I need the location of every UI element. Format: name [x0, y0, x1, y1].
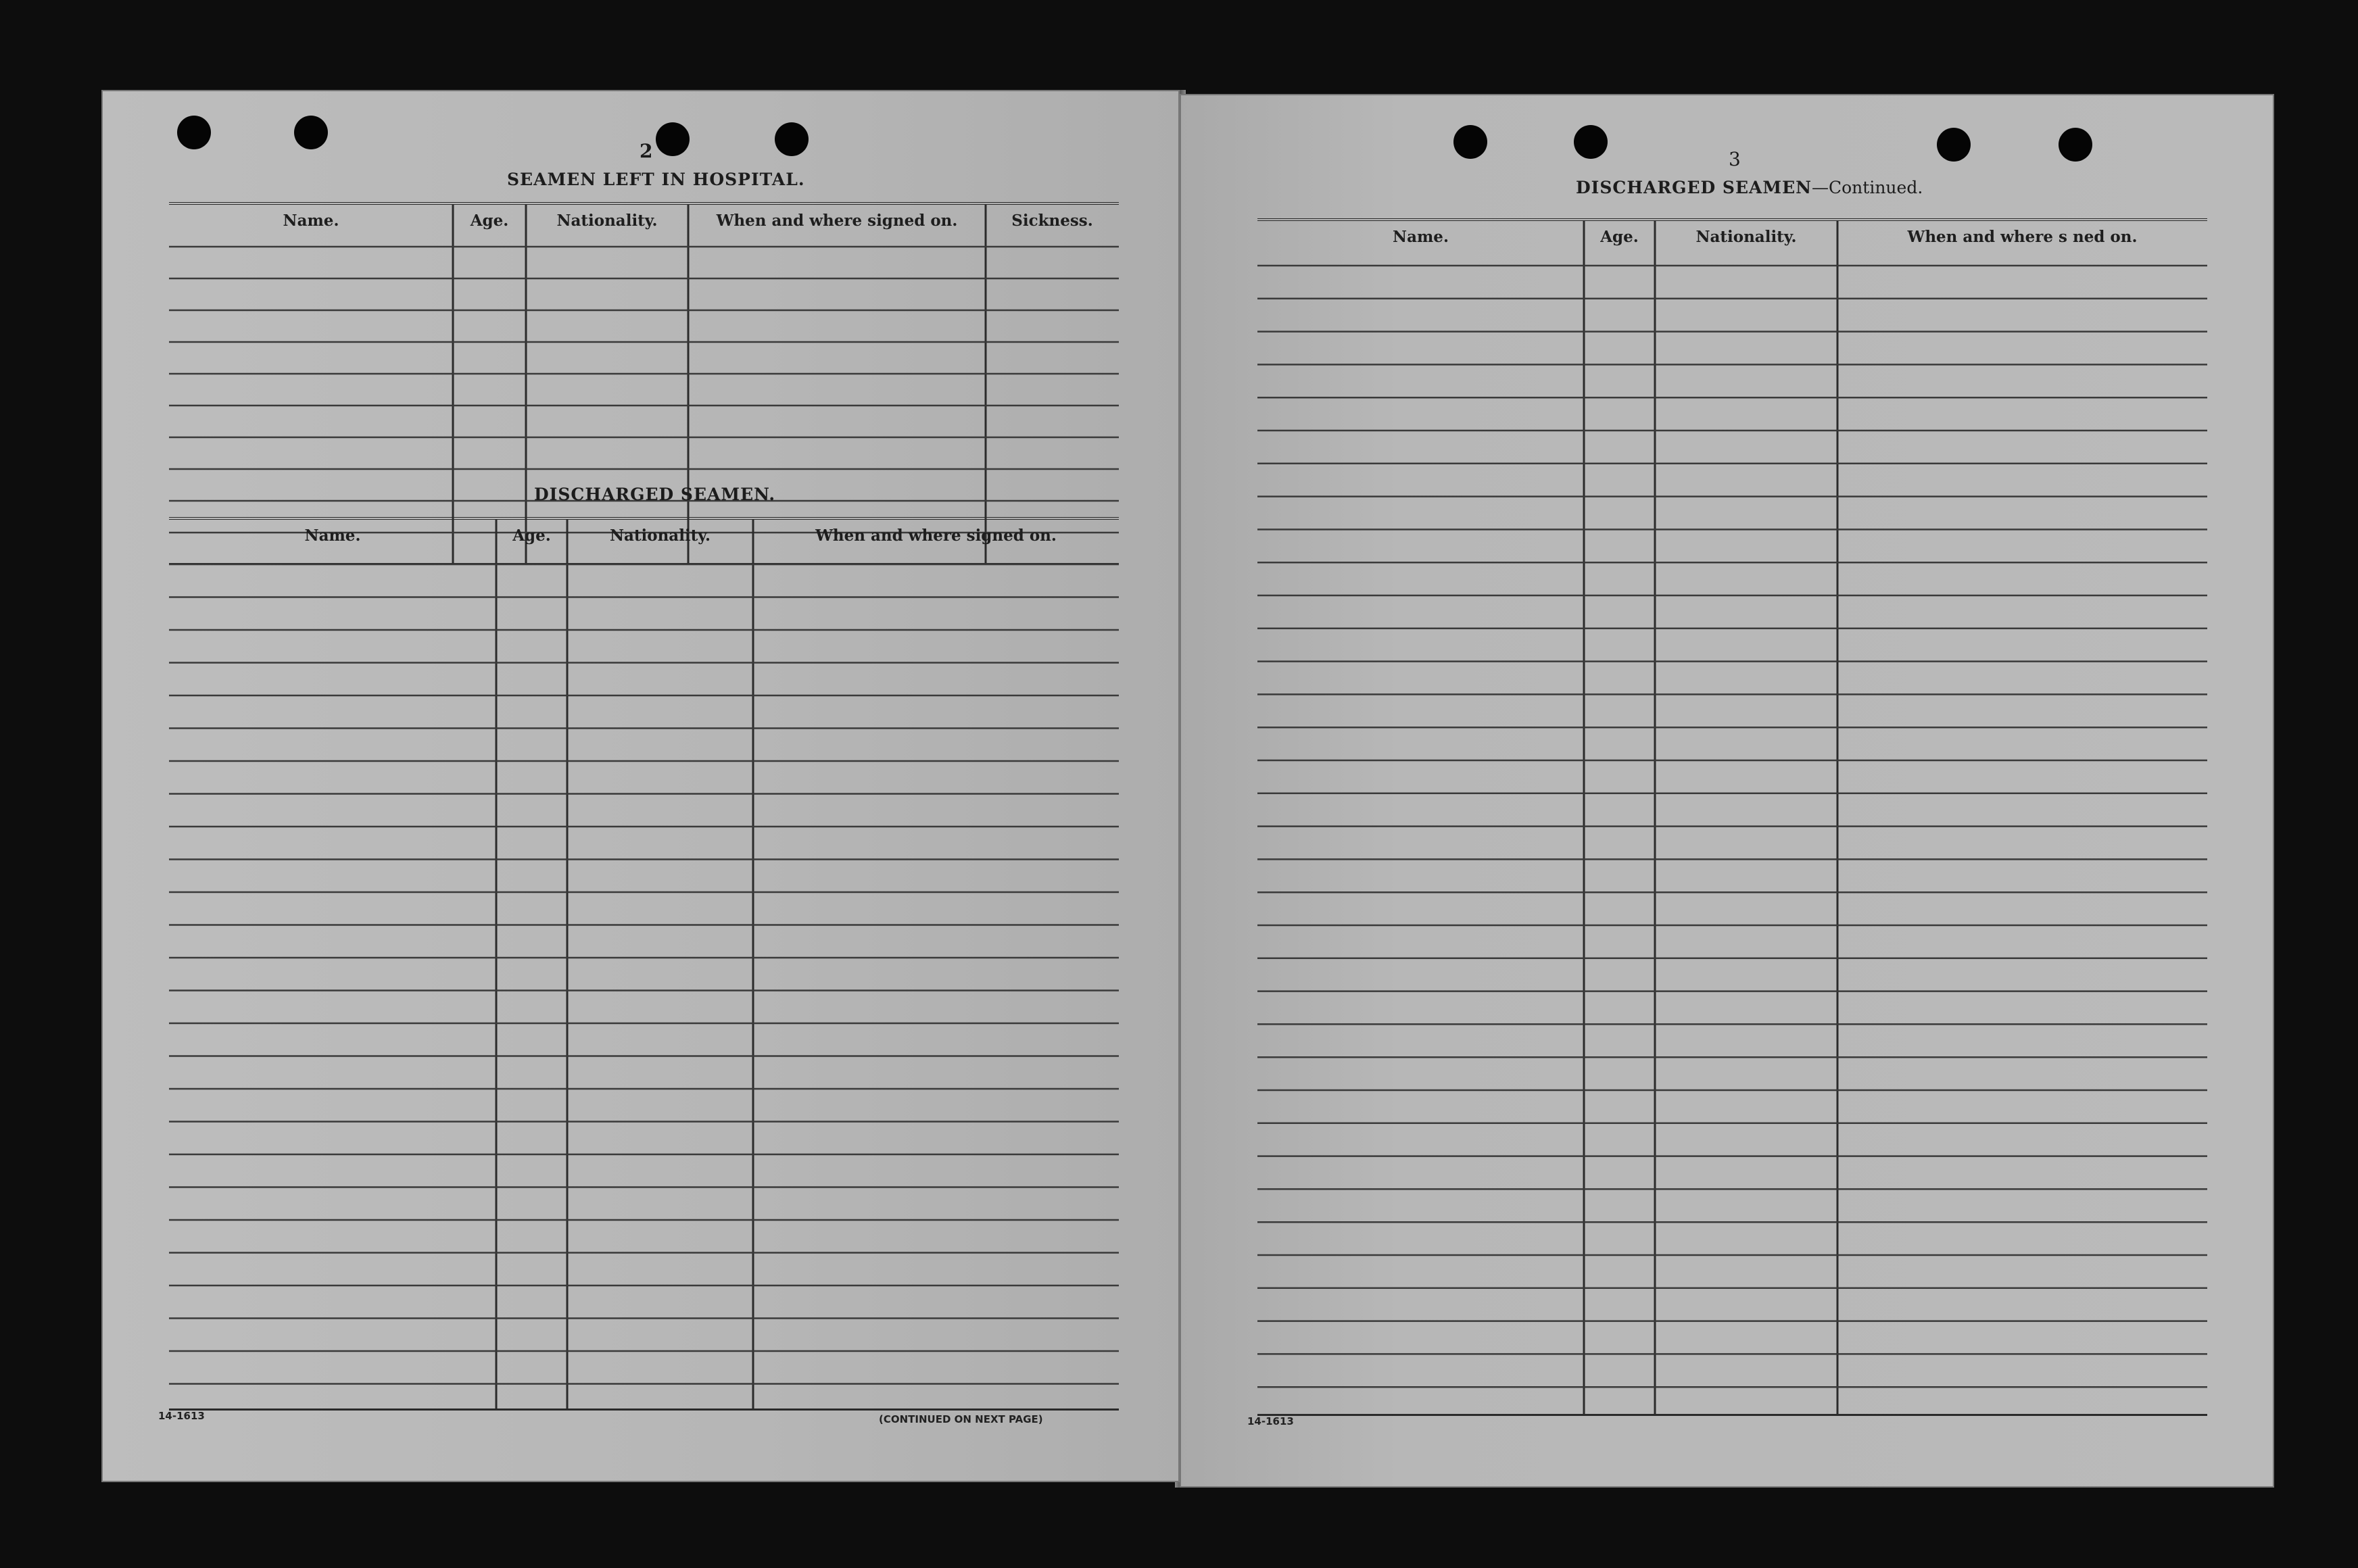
col-header-when-where: When and where signed on.: [716, 212, 958, 230]
ruled-lines: [169, 520, 1119, 1408]
col-header-when-where: When and where signed on.: [815, 526, 1057, 545]
ruled-lines: [169, 205, 1119, 563]
discharged-section-title: DISCHARGED SEAMEN.: [534, 485, 776, 504]
discharged-table: [169, 517, 1119, 1411]
discharged-continued-title: DISCHARGED SEAMEN—Continued.: [1576, 178, 1923, 197]
col-header-nationality: Nationality.: [556, 212, 658, 230]
col-header-name: Name.: [1393, 228, 1449, 246]
col-header-age: Age.: [1600, 228, 1639, 246]
punch-hole: [775, 122, 809, 156]
punch-hole: [2059, 128, 2092, 162]
punch-hole: [177, 116, 211, 149]
page-number: 3: [1729, 148, 1741, 170]
punch-hole: [1453, 125, 1487, 159]
punch-hole: [656, 122, 690, 156]
punch-hole: [1574, 125, 1608, 159]
ruled-lines: [1257, 221, 2207, 1414]
form-number: 14-1613: [158, 1410, 205, 1422]
col-header-age: Age.: [512, 526, 551, 545]
col-header-when-where: When and where s ned on.: [1907, 228, 2138, 246]
page-number: 2: [640, 140, 653, 162]
col-header-name: Name.: [283, 212, 339, 230]
col-header-nationality: Nationality.: [609, 526, 711, 545]
punch-hole: [294, 116, 328, 149]
hospital-section-title: SEAMEN LEFT IN HOSPITAL.: [507, 170, 805, 189]
col-header-nationality: Nationality.: [1695, 228, 1797, 246]
hospital-table: [169, 202, 1119, 565]
left-page: [101, 90, 1180, 1482]
col-header-sickness: Sickness.: [1011, 212, 1093, 230]
continued-note: (CONTINUED ON NEXT PAGE): [879, 1413, 1043, 1425]
col-header-name: Name.: [304, 526, 361, 545]
col-header-age: Age.: [470, 212, 509, 230]
form-number: 14-1613: [1247, 1415, 1294, 1427]
punch-hole: [1937, 128, 1971, 162]
discharged-continued-table: [1257, 218, 2207, 1416]
right-page: [1180, 94, 2274, 1488]
